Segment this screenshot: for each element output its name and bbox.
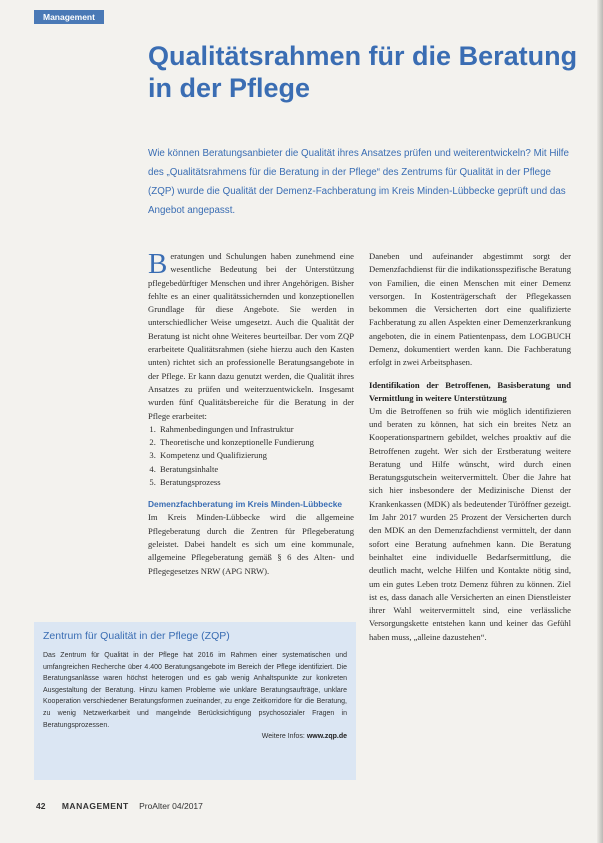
info-box-more: Weitere Infos: www.zqp.de (261, 733, 347, 741)
article-lead: Wie können Beratungsanbieter die Qualität ihres Ansatzes prüfen und weiterentwickeln? Mit Hilfe des „Qualitätsrahmens für die Beratung in der Pflege“ des Zentrums für Qualität in der Pflege (ZQP) wurde die Qualität der Demenz-Fachberatung im Kreis Minden-Lübbecke geprüft und das Angebot angepasst. (148, 148, 569, 216)
list-item: 4. Beratungsinhalte (158, 463, 354, 476)
list-item: 1. Rahmenbedingungen und Infrastruktur (158, 423, 354, 436)
page-footer (36, 801, 203, 811)
quality-areas-list (148, 423, 354, 489)
paragraph-demenzfachdienst: Daneben und aufeinander abgestimmt sorgt der Demenzfachdienst für die indikationsspezifische Beratung von Familien, die einen Menschen mit einer Demenz versorgen. In Kostenträgerschaft der Pflegekassen bekommen die Versicherten dort eine qualifizierte Fachberatung zu allen Aspekten einer Demenzerkrankung angeboten, die in einem Patientenpass, dem LOGBUCH Demenz, dokumentiert werden kann. Die Fachberatung erfolgt in zwei Arbeitsphasen. (369, 251, 571, 368)
paragraph-identifikation: Um die Betroffenen so früh wie möglich identifizieren und beraten zu können, hat sich ein breites Netz an Kooperationspartnern gebildet, welches proaktiv auf die Betroffenen zugeht. Wer sich der Erstberatung weitere Beratung und Hilfe wünscht, wird durch einen Beratungsgutschein weitervermittelt. Über die Jahre hat sich hier insbesondere der Medizinische Dienst der Krankenkassen (MDK) als bedeutender Türöffner gezeigt. Im Jahr 2017 wurden 25 Prozent der Versicherten durch den MDK an den Demenzfachdienst vermittelt, der dann sofort eine Beratung aufnehmen kann. Die Beratung beinhaltet eine individuelle Bedarfsermittlung, die deutlich macht, welche Hilfen und Kontakte nötig sind, um ein gutes Leben trotz Demenz führen zu können. Ziel ist es, dass danach alle Versicherten an einen Dienstleister ihrer Wahl weitervermittelt sind, eine verlässliche Versorgungskette entstehen kann und keiner das Gefühl haben muss, „alleine dazustehen“. (369, 405, 571, 642)
footer-section: MANAGEMENT (61, 801, 129, 811)
text-column-left (148, 250, 354, 578)
text-column-right (369, 250, 571, 644)
info-box-text: Das Zentrum für Qualität in der Pflege hat 2016 im Rahmen einer systematischen und umfangreichen Recherche über 4.400 Beratungsangebote im Bereich der Pflege identifiziert. Die Beratungsanlässe waren höchst heterogen und es gab wenig Anhaltspunkte zur konkreten Ausgestaltung der Beratung. Hinzu kamen Probleme wie unklare Beratungsaufträge, unklare Kooperation verschiedener Beratungsformen zueinander, zu enge Zeitkorridore für die Beratung, zu wenig Netzwerkarbeit und mangelnde Berücksichtigung psychosozialer Fragen in Beratungsprozessen. Weitere Infos: www.zqp.de (43, 650, 347, 743)
article-title: Qualitätsrahmen für die Beratung in der Pflege (148, 41, 578, 103)
drop-cap: B (148, 248, 168, 280)
subheading-demenzfachberatung: Demenzfachberatung im Kreis Minden-Lübbecke (148, 499, 343, 510)
list-item: 3. Kompetenz und Qualifizierung (158, 449, 354, 462)
list-item: 5. Beratungsprozess (158, 476, 354, 489)
footer-issue: ProAlter 04/2017 (139, 801, 203, 811)
section-tag: Management (34, 10, 104, 24)
intro-paragraph (148, 250, 354, 423)
subheading-identifikation: Identifikation der Betroffenen, Basisberatung und Vermittlung in weitere Unterstützung (369, 379, 571, 403)
info-box-zqp (34, 622, 356, 780)
page-number: 42 (36, 801, 46, 811)
paragraph-minden: Im Kreis Minden-Lübbecke wird die allgemeine Pflegeberatung durch die Zentren für Pflegeberatung geleistet. Dabei handelt es sich um eine kommunale, allgemeine Pflegeberatung gemäß § 6 des Alten- und Pflegegesetzes NRW (APG NRW). (148, 512, 354, 576)
intro-text: eratungen und Schulungen haben zunehmend eine wesentliche Bedeutung bei der Unterstützung pflegebedürftiger Menschen und ihrer Angehörigen. Bisher fehlte es an einer qualitätssichernden und konzeptionellen Grundlage für diese Angebote. Sie werden in unterschiedlicher Weise umgesetzt. Auch die Qualität der Beratung ist nicht ohne Weiteres beurteilbar. Der vom ZQP erarbeitete Qualitätsrahmen (siehe hierzu auch den Kasten unten) richtet sich an professionelle Beratungsangebote in der Pflege. Er kann dazu genutzt werden, die Qualität ihres Ansatzes zu prüfen und weiterzuentwickeln. Insgesamt wurden fünf Qualitätsbereiche für die Beratung in der Pflege erarbeitet: (148, 251, 354, 421)
list-item: 2. Theoretische und konzeptionelle Fundierung (158, 436, 354, 449)
zqp-website-link[interactable]: www.zqp.de (306, 733, 347, 741)
info-box-title: Zentrum für Qualität in der Pflege (ZQP) (43, 630, 230, 642)
